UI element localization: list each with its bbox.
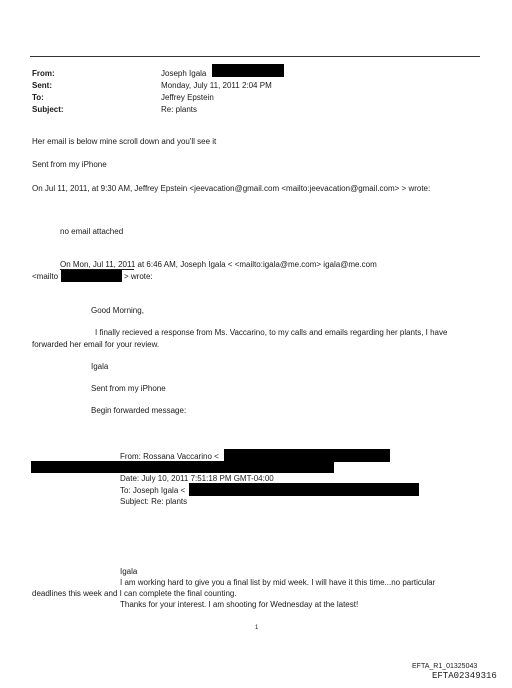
top-rule (30, 56, 480, 57)
final-line-2: deadlines this week and I can complete the final counting. (32, 589, 237, 598)
no-email-attached: no email attached (60, 227, 124, 236)
body-line-3: On Jul 11, 2011, at 9:30 AM, Jeffrey Epstein <jeevacation@gmail.com <mailto:jeevacation@gmail.com> > wrote: (32, 184, 431, 193)
redaction-block (31, 461, 334, 473)
fwd-date: Date: July 10, 2011 7:51:18 PM GMT-04:00 (120, 474, 274, 483)
fwd-subject: Subject: Re: plants (120, 497, 188, 506)
final-line-3: Thanks for your interest. I am shooting for Wednesday at the latest! (120, 600, 359, 609)
subject-value: Re: plants (161, 105, 198, 114)
final-name: Igala (120, 567, 138, 576)
from-label: From: (32, 69, 55, 78)
final-line-1: I am working hard to give you a final list by mid week. I will have it this time...no particular (120, 578, 436, 587)
subject-label: Subject: (32, 105, 64, 114)
signature-name: Igala (91, 362, 109, 371)
bates-number-1: EFTA_R1_01325043 (412, 663, 478, 670)
fwd-to: To: Joseph Igala < (120, 486, 186, 495)
sent-label: Sent: (32, 81, 52, 90)
redaction-block (189, 483, 419, 496)
body-line-2: Sent from my iPhone (32, 160, 107, 169)
signature-device: Sent from my iPhone (91, 384, 166, 393)
fwd-from: From: Rossana Vaccarino < (120, 452, 219, 461)
paragraph-1b: forwarded her email for your review. (32, 340, 160, 349)
quote-header-line-a: On Mon, Jul 11, 2011 at 6:46 AM, Joseph Igala < <mailto:igala@me.com> igala@me.com (60, 260, 377, 269)
redaction-block (212, 64, 284, 77)
to-label: To: (32, 93, 44, 102)
redaction-block (61, 270, 122, 282)
paragraph-1a: I finally recieved a response from Ms. Vaccarino, to my calls and emails regarding her plants, I have (95, 328, 448, 337)
from-value: Joseph Igala (161, 69, 207, 78)
page-number: 1 (255, 625, 259, 631)
to-value: Jeffrey Epstein (161, 93, 214, 102)
greeting: Good Morning, (91, 306, 144, 315)
sent-value: Monday, July 11, 2011 2:04 PM (161, 81, 272, 90)
quote-header-line-b1: <mailto (32, 272, 59, 281)
body-line-1: Her email is below mine scroll down and you'll see it (32, 137, 217, 146)
bates-number-2: EFTA02349316 (432, 671, 497, 681)
quote-header-line-b2: > wrote: (124, 272, 153, 281)
forwarded-intro: Begin forwarded message: (91, 406, 187, 415)
